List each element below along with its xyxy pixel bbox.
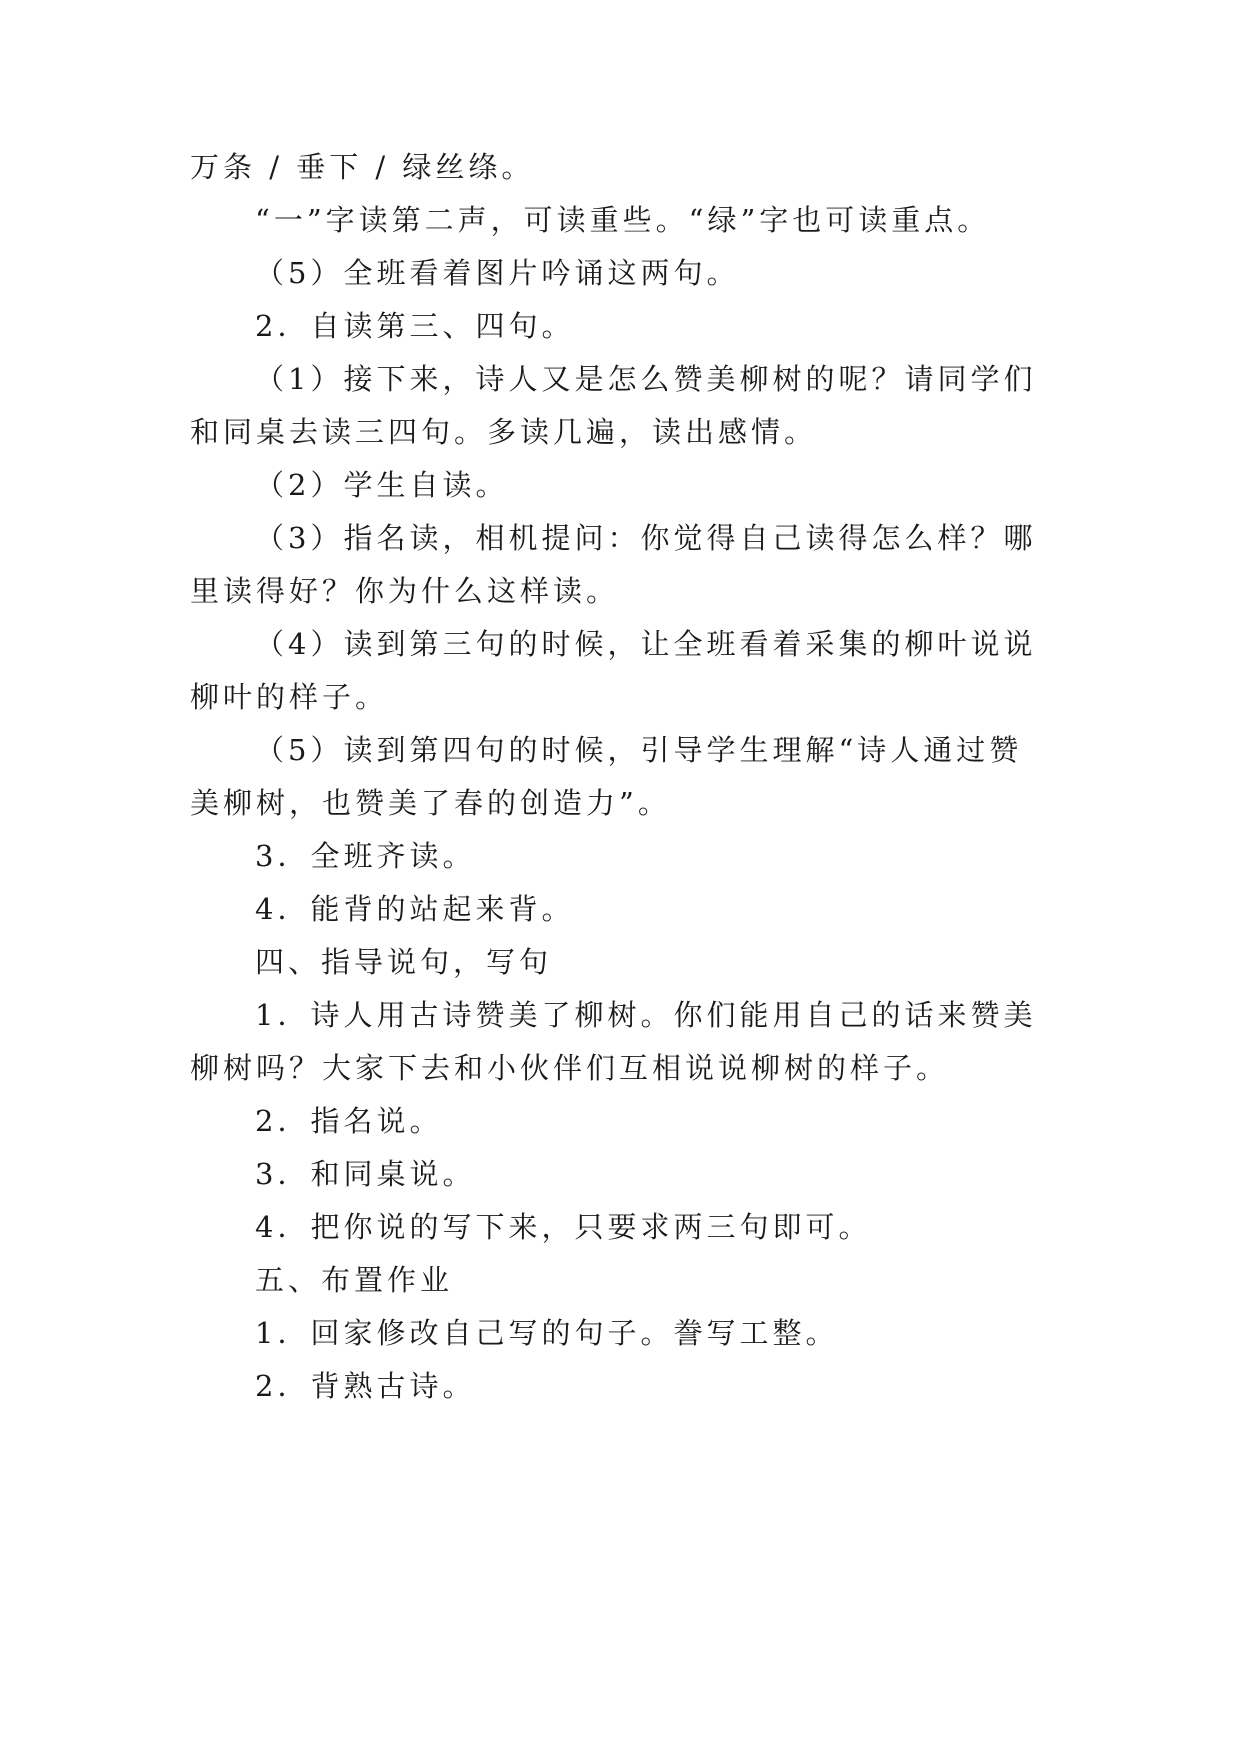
text-line: （5）全班看着图片吟诵这两句。 — [255, 256, 740, 290]
text-line: 4．把你说的写下来，只要求两三句即可。 — [255, 1210, 872, 1244]
text-line: （4）读到第三句的时候，让全班看着采集的柳叶说说 — [255, 627, 1037, 661]
text-line: “一”字读第二声，可读重些。“绿”字也可读重点。 — [255, 203, 991, 237]
text-line: （2）学生自读。 — [255, 468, 509, 502]
text-line: 3．全班齐读。 — [255, 839, 476, 873]
text-line: 柳叶的样子。 — [190, 680, 389, 714]
text-line: 1．诗人用古诗赞美了柳树。你们能用自己的话来赞美 — [255, 998, 1037, 1032]
text-line: 3．和同桌说。 — [255, 1157, 476, 1191]
text-line: 1．回家修改自己写的句子。誊写工整。 — [255, 1316, 839, 1350]
text-line: （5）读到第四句的时候，引导学生理解“诗人通过赞 — [255, 733, 1023, 767]
section-heading: 五、布置作业 — [255, 1263, 454, 1297]
text-line: 2．指名说。 — [255, 1104, 443, 1138]
text-line: 4．能背的站起来背。 — [255, 892, 575, 926]
text-line: 柳树吗？大家下去和小伙伴们互相说说柳树的样子。 — [190, 1051, 950, 1085]
text-line: （1）接下来，诗人又是怎么赞美柳树的呢？请同学们 — [255, 362, 1037, 396]
text-line: 里读得好？你为什么这样读。 — [190, 574, 620, 608]
text-line: 万条 / 垂下 / 绿丝绦。 — [190, 150, 535, 184]
text-line: （3）指名读，相机提问：你觉得自己读得怎么样？哪 — [255, 521, 1037, 555]
text-line: 2．自读第三、四句。 — [255, 309, 575, 343]
text-line: 2．背熟古诗。 — [255, 1369, 476, 1403]
text-line: 和同桌去读三四句。多读几遍，读出感情。 — [190, 415, 818, 449]
section-heading: 四、指导说句，写句 — [255, 945, 553, 979]
text-line: 美柳树，也赞美了春的创造力”。 — [190, 786, 671, 820]
